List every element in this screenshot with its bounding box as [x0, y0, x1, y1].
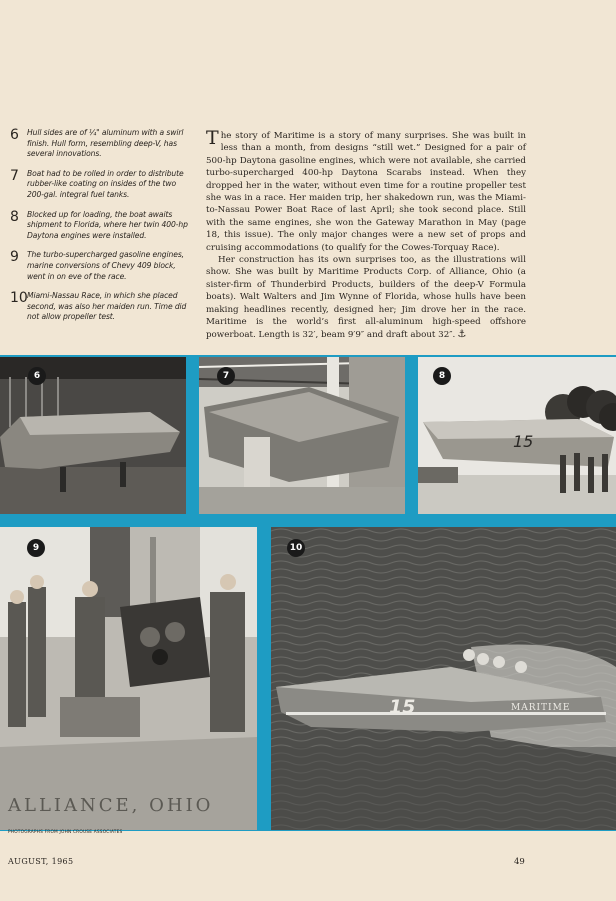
caption-text: Hull sides are of ¼" aluminum with a swirl finish. Hull form, resembling deep-V, has several innovations. [27, 128, 184, 159]
caption-list [10, 128, 190, 332]
hull-number: 15 [389, 696, 416, 718]
caption-number: 6 [10, 127, 19, 143]
photo-number-badge: 10 [287, 539, 305, 557]
paragraph-text: he story of Maritime is a story of many surprises. She was built in less than a month, from designs “still wet.” Designed for a pair of 500-hp Daytona gasoline engines, which were not available, she carried turbo-supercharged 400-hp Daytona Scarabs instead. When they dropped her in the water, without even time for a routine propeller test she was in a race. Her maiden trip, her shakedown run, was the Miami-to-Nassau Power Boat Race of last April; she took second place. Still with the same engines, she won the Gateway Marathon in May (page 18, this issue). The only major changes were a new set of props and cruising accommodations (to qualify for the Cowes-Torquay Race). [206, 131, 526, 253]
caption-9 [10, 250, 190, 282]
photo-10 [271, 527, 616, 830]
caption-10 [10, 291, 190, 323]
photo-7 [199, 357, 405, 514]
boat-name: MARITIME [511, 703, 571, 713]
anchor-end-mark: ⚓ [457, 328, 467, 340]
photo-number-badge: 8 [433, 367, 451, 385]
page-number: 49 [514, 857, 525, 867]
caption-text: Blocked up for loading, the boat awaits shipment to Florida, where her twin 400-hp Daytona engines were installed. [27, 209, 188, 240]
caption-number: 10 [10, 290, 28, 307]
caption-number: 8 [10, 208, 19, 225]
photo-number-badge: 6 [28, 367, 46, 385]
caption-text: Miami-Nassau Race, in which she placed second, was also her maiden run. Time did not allow propeller test. [27, 291, 187, 322]
article-body [206, 127, 526, 341]
article-paragraph-2 [206, 254, 526, 341]
caption-number: 9 [10, 249, 19, 266]
photo-9 [0, 527, 257, 830]
hull-number: 15 [513, 432, 534, 451]
photo-number-badge: 9 [27, 539, 45, 557]
sign-text: ALLIANCE, OHIO [8, 795, 214, 816]
article-paragraph-1 [206, 127, 526, 254]
caption-8 [10, 210, 190, 242]
caption-text: Boat had to be rolled in order to distribute rubber-like coating on insides of the two 200-gal. integral fuel tanks. [27, 168, 184, 199]
drop-cap: T [206, 127, 219, 149]
photo-6 [0, 357, 186, 514]
caption-7 [10, 169, 190, 201]
caption-6 [10, 128, 190, 160]
photo-credit: PHOTOGRAPHS FROM JOHN CROUSE ASSOCIATES [8, 830, 123, 835]
photo-8 [418, 357, 616, 514]
paragraph-text: Her construction has its own surprises too, as the illustrations will show. She was built by Maritime Products Corp. of Alliance, Ohio (a sister-firm of Thunderbird Products, builders of the deep-V Formula boats). Walt Walters and Jim Wynne of Florida, whose hulls have been making headlines recently, designed her; Jim drove her in the race. Maritime is the world’s first all-aluminum high-speed offshore powerboat. Length is 32′, beam 9′9″ and draft about 32″. [206, 255, 526, 340]
issue-date: AUGUST, 1965 [8, 857, 74, 866]
caption-number: 7 [10, 167, 19, 184]
photo-number-badge: 7 [217, 367, 235, 385]
caption-text: The turbo-supercharged gasoline engines, marine conversions of Chevy 409 block, went in on eve of the race. [27, 250, 184, 281]
